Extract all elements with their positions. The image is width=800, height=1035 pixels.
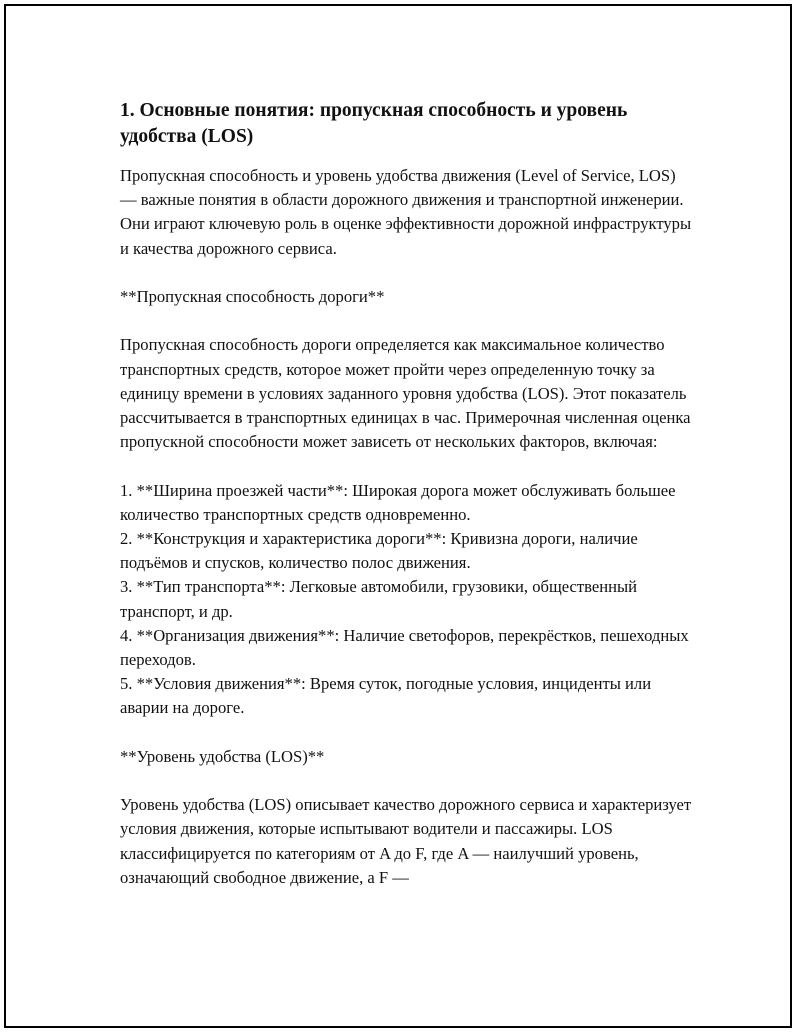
paragraph-gap <box>120 769 692 793</box>
list-item: 1. **Ширина проезжей части**: Широкая дорога может обслуживать большее количество транспортных средств одновременно. <box>120 480 680 524</box>
factors-list <box>120 479 692 721</box>
page-frame <box>4 4 792 1028</box>
paragraph-gap <box>120 454 692 478</box>
paragraph-gap <box>120 261 692 285</box>
list-item: 5. **Условия движения**: Время суток, погодные условия, инциденты или аварии на дороге. <box>120 674 656 718</box>
los-paragraph: Уровень удобства (LOS) описывает качество дорожного сервиса и характеризует условия движения, которые испытывают водители и пассажиры. LOS классифицируется по категориям от A до F, где A — наилучший уровень, означающий свободное движение, а F — <box>120 795 696 887</box>
capacity-subheading: **Пропускная способность дороги** <box>120 287 385 306</box>
paragraph-gap <box>120 721 692 745</box>
intro-paragraph: Пропускная способность и уровень удобства движения (Level of Service, LOS) — важные понятия в области дорожного движения и транспортной инженерии. Они играют ключевую роль в оценке эффективности дорожной инфраструктуры и качества дорожного сервиса. <box>120 166 696 258</box>
list-item: 2. **Конструкция и характеристика дороги**: Кривизна дороги, наличие подъёмов и спусков, количество полос движения. <box>120 529 642 573</box>
document-body <box>120 98 696 890</box>
capacity-paragraph: Пропускная способность дороги определяется как максимальное количество транспортных средств, которое может пройти через определенную точку за единицу времени в условиях заданного уровня удобства (LOS). Этот показатель рассчитывается в транспортных единицах в час. Примерочная численная оценка пропускной способности может зависеть от нескольких факторов, включая: <box>120 335 695 452</box>
paragraph-gap <box>120 309 692 333</box>
list-item: 3. **Тип транспорта**: Легковые автомобили, грузовики, общественный транспорт, и др. <box>120 577 642 621</box>
los-subheading: **Уровень удобства (LOS)** <box>120 746 325 766</box>
section-heading: 1. Основные понятия: пропускная способность и уровень удобства (LOS) <box>120 100 628 147</box>
list-item: 4. **Организация движения**: Наличие светофоров, перекрёстков, пешеходных переходов. <box>120 625 693 670</box>
